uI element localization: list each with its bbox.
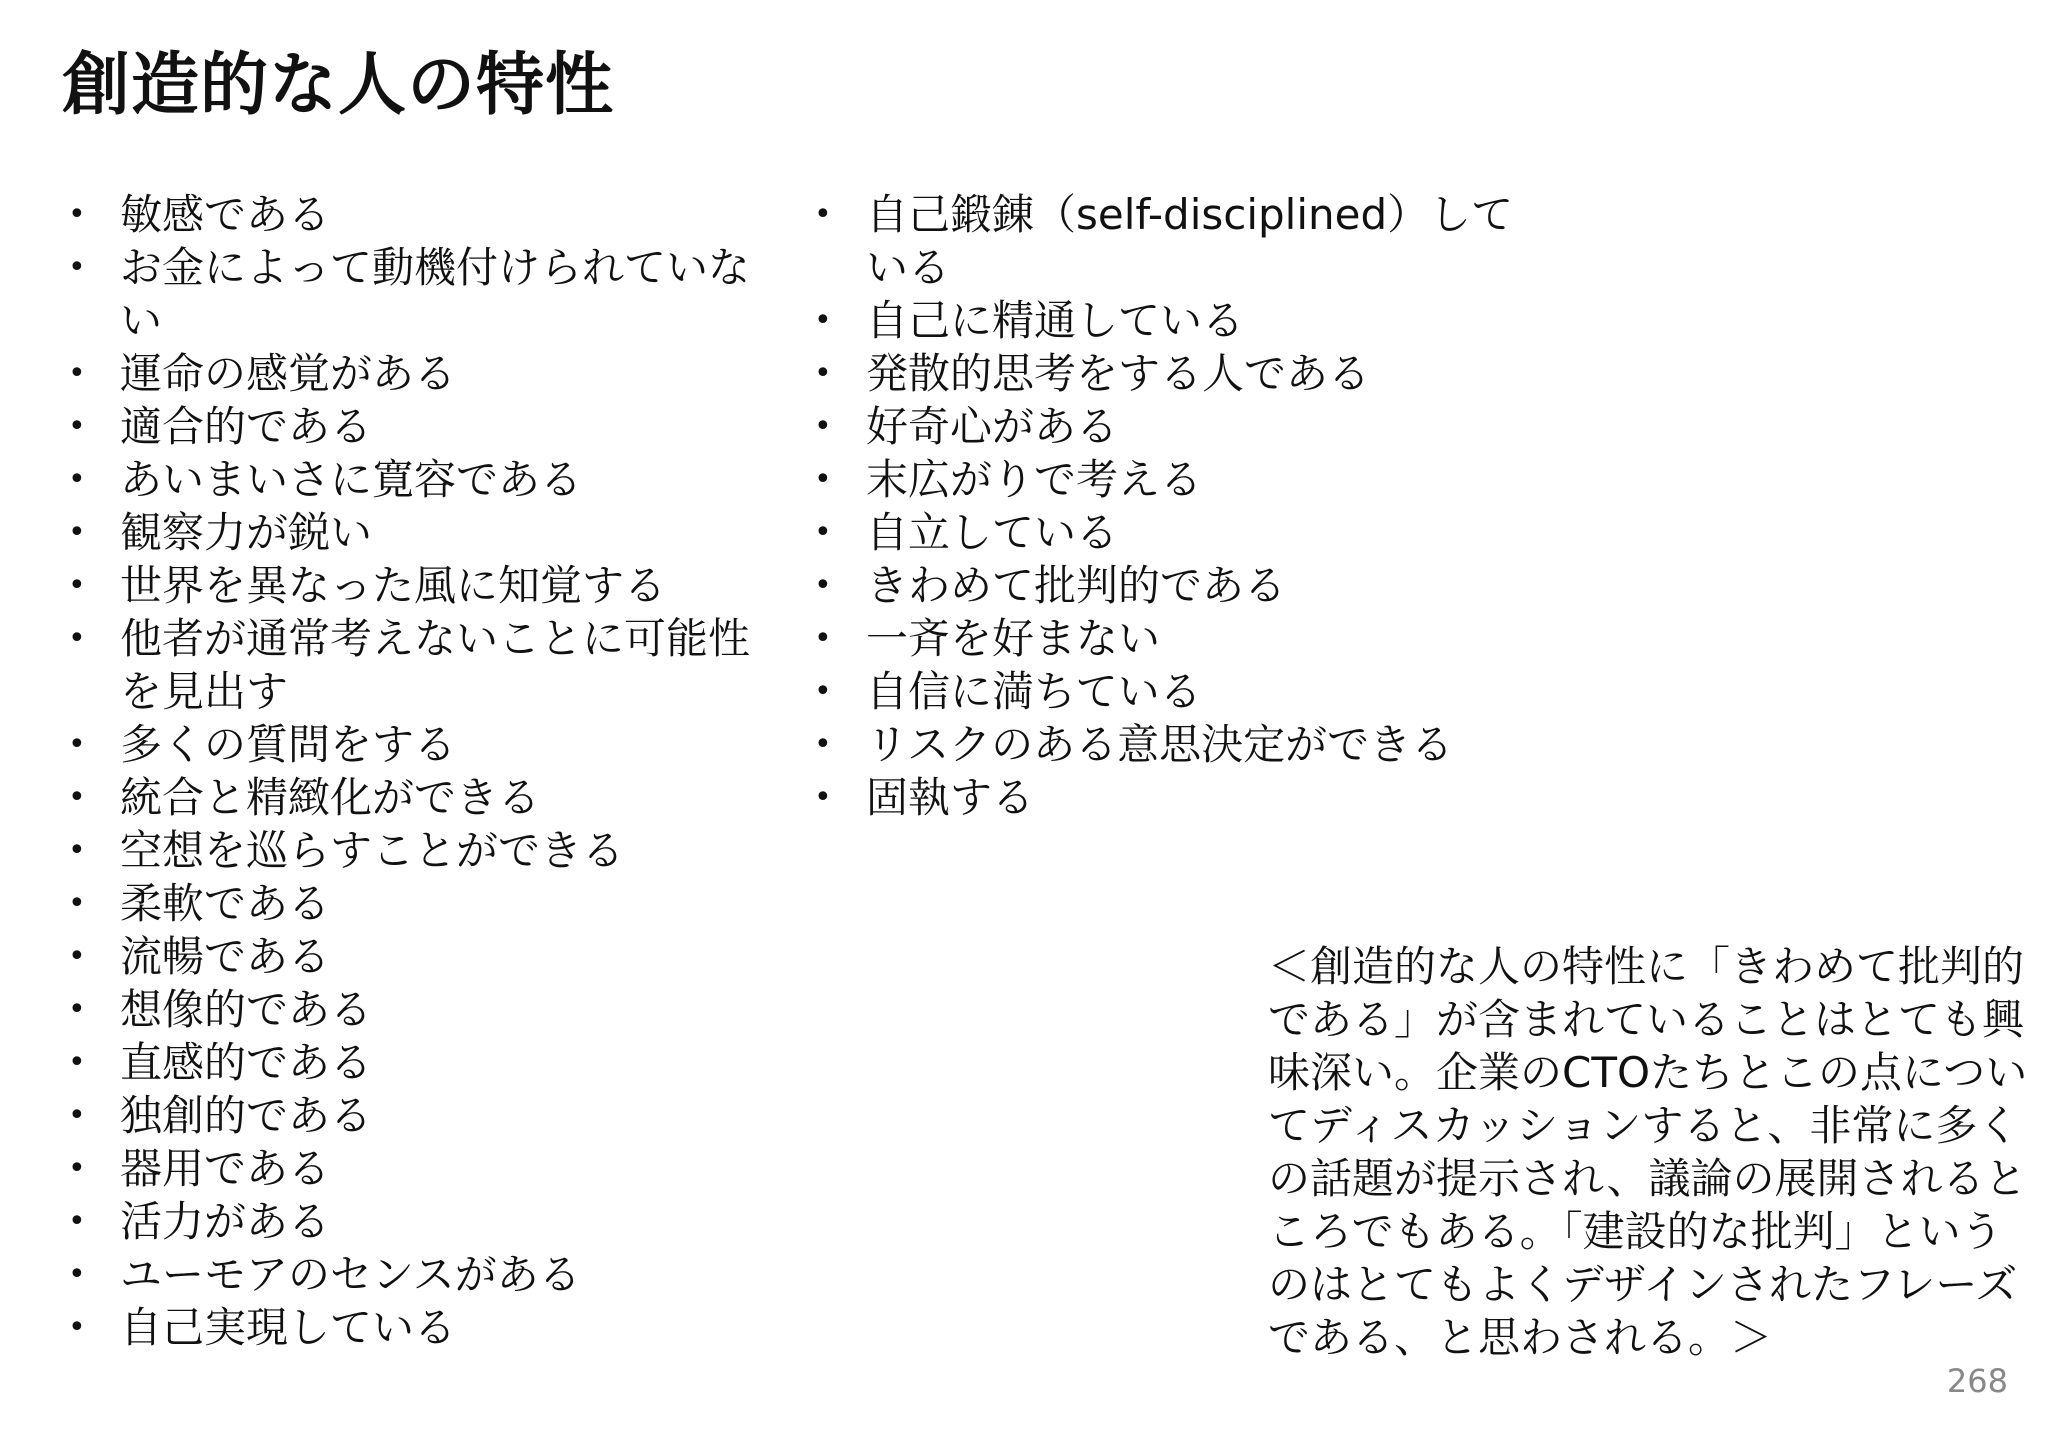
list-item (810, 718, 1530, 771)
list-item (64, 453, 764, 506)
bullet-dot: • (814, 727, 832, 762)
list-item (810, 294, 1530, 347)
list-item (810, 188, 1530, 294)
bullet-dot: • (814, 356, 832, 391)
bullet-dot: • (68, 780, 86, 815)
right-item-text: きわめて批判的である (866, 561, 1287, 610)
bullet-dot: • (68, 250, 86, 285)
bullet-dot: • (68, 727, 86, 762)
list-item (64, 1195, 764, 1248)
right-item-text: 一斉を好まない (866, 614, 1161, 663)
list-item (810, 612, 1530, 665)
list-item (810, 347, 1530, 400)
left-item-text: 器用である (120, 1144, 331, 1193)
left-item-text: 統合と精緻化ができる (120, 773, 541, 822)
left-item-text: 柔軟である (120, 879, 331, 928)
bullet-dot: • (68, 886, 86, 921)
bullet-dot: • (68, 1257, 86, 1292)
left-item-text: 流暢である (120, 932, 331, 981)
bullet-dot: • (814, 409, 832, 444)
right-item-text: 自己鍛錬（self-disciplined）している (866, 190, 1514, 292)
bullet-dot: • (814, 568, 832, 603)
left-item-text: 敏感である (120, 190, 331, 239)
bullet-list-right (810, 188, 1530, 824)
commentary-note: ＜創造的な人の特性に「きわめて批判的である」が含まれていることはとても興味深い。企業のCTOたちとこの点についてディスカッションすると、非常に多くの話題が提示され、議論の展開されるところでもある。「建設的な批判」というのはとてもよくデザインされたフレーズである、と思わされる。＞ (1268, 942, 2028, 1362)
list-item (64, 188, 764, 241)
list-item (64, 506, 764, 559)
right-item-text: 末広がりで考える (866, 455, 1203, 504)
left-item-text: 多くの質問をする (120, 720, 457, 769)
bullet-dot: • (68, 568, 86, 603)
bullet-dot: • (814, 462, 832, 497)
bullet-dot: • (68, 197, 86, 232)
list-item (64, 1089, 764, 1142)
left-item-text: 活力がある (120, 1197, 331, 1246)
right-item-text: 好奇心がある (866, 402, 1119, 451)
bullet-dot: • (68, 939, 86, 974)
list-item (810, 400, 1530, 453)
bullet-dot: • (814, 780, 832, 815)
right-item-text: 固執する (866, 773, 1035, 822)
left-item-text: 直感的である (120, 1038, 373, 1087)
left-item-text: お金によって動機付けられていない (120, 243, 751, 345)
left-item-text: 独創的である (120, 1091, 373, 1140)
list-item (810, 453, 1530, 506)
right-item-text: 発散的思考をする人である (866, 349, 1371, 398)
left-item-text: 運命の感覚がある (120, 349, 457, 398)
list-item (64, 983, 764, 1036)
bullet-dot: • (814, 197, 832, 232)
bullet-dot: • (68, 409, 86, 444)
list-item (64, 771, 764, 824)
bullet-dot: • (814, 621, 832, 656)
bullet-dot: • (68, 992, 86, 1027)
list-item (64, 930, 764, 983)
list-item (64, 824, 764, 877)
left-item-text: 他者が通常考えないことに可能性を見出す (120, 614, 751, 716)
list-item (64, 1248, 764, 1301)
left-item-text: あいまいさに寛容である (120, 455, 583, 504)
bullet-dot: • (814, 674, 832, 709)
bullet-dot: • (68, 462, 86, 497)
bullet-dot: • (68, 833, 86, 868)
right-item-text: 自信に満ちている (866, 667, 1202, 716)
page-number: 268 (1946, 1362, 2008, 1400)
bullet-list-left (64, 188, 764, 1354)
list-item (64, 718, 764, 771)
list-item (64, 1036, 764, 1089)
bullet-dot: • (814, 303, 832, 338)
bullet-dot: • (68, 621, 86, 656)
bullet-dot: • (68, 1045, 86, 1080)
list-item (64, 1142, 764, 1195)
list-item (810, 665, 1530, 718)
bullet-dot: • (68, 1098, 86, 1133)
bullet-dot: • (68, 1204, 86, 1239)
list-item (64, 400, 764, 453)
left-item-text: 世界を異なった風に知覚する (120, 561, 667, 610)
slide-title: 創造的な人の特性 (62, 46, 615, 125)
bullet-dot: • (68, 515, 86, 550)
left-item-text: 空想を巡らすことができる (120, 826, 625, 875)
list-item (810, 771, 1530, 824)
list-item (64, 241, 764, 347)
bullet-dot: • (68, 356, 86, 391)
right-item-text: 自立している (866, 508, 1119, 557)
left-item-text: 観察力が鋭い (120, 508, 373, 557)
left-item-text: 自己実現している (120, 1303, 457, 1352)
list-item (64, 559, 764, 612)
right-item-text: リスクのある意思決定ができる (866, 720, 1454, 769)
list-item (64, 1301, 764, 1354)
list-item (64, 347, 764, 400)
list-item (64, 612, 764, 718)
left-item-text: 想像的である (120, 985, 373, 1034)
bullet-dot: • (814, 515, 832, 550)
bullet-dot: • (68, 1151, 86, 1186)
bullet-dot: • (68, 1310, 86, 1345)
right-item-text: 自己に精通している (866, 296, 1245, 345)
left-item-text: 適合的である (120, 402, 373, 451)
list-item (810, 559, 1530, 612)
left-item-text: ユーモアのセンスがある (120, 1250, 581, 1299)
list-item (810, 506, 1530, 559)
list-item (64, 877, 764, 930)
